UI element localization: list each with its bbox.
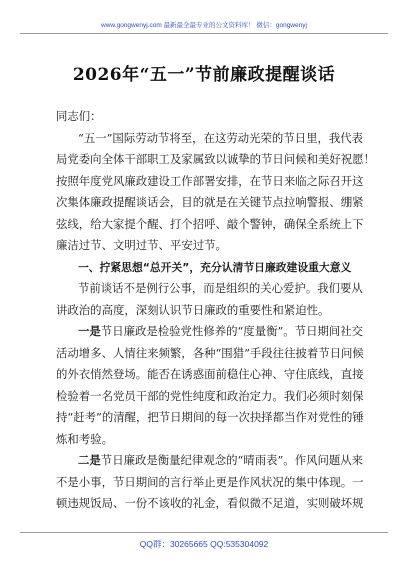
header-divider	[20, 33, 388, 34]
document-title: 2026年“五一”节前廉政提醒谈话	[72, 65, 336, 85]
paragraph-line: 活动增多、人情往来频繁，各种“围猎”手段往往披着节日问候	[56, 345, 364, 360]
document-body	[56, 106, 375, 515]
footer-divider	[20, 532, 388, 533]
paragraph-line: 的外衣悄然登场。能否在诱惑面前稳住心神、守住底线，直接	[56, 367, 364, 381]
paragraph-line: 按照年度党风廉政建设工作部署安排，在节日来临之际召开这	[56, 173, 364, 188]
paragraph-line: 检验着一名党员干部的党性纯度和政治定力。我们必须时刻保	[56, 388, 364, 403]
paragraph-line: 不是小事，节日期间的言行举止更是作风状况的集中体现。一	[56, 474, 364, 489]
header-banner[interactable]: www.gongwenyj.com 最新最全最专业的公文资料库！ 微信：gongwenyj	[101, 22, 307, 29]
paragraph-line: 炼和考验。	[56, 431, 113, 446]
paragraph-line: 节前谈话不是例行公事，而是组织的关心爱护。我们要从	[78, 281, 363, 295]
paragraph-line: “五一”国际劳动节将至，在这劳动光荣的节日里，我代表	[78, 130, 364, 145]
paragraph-line: 次集体廉政提醒谈话会，目的就是在关键节点拉响警报、绷紧	[56, 195, 364, 209]
paragraph-line: 顿违规饭局、一份不该收的礼金，看似微不足道，实则破坏规	[56, 496, 364, 510]
paragraph-line: 廉洁过节、文明过节、平安过节。	[56, 238, 227, 252]
point-lead: 二是	[78, 453, 101, 467]
section-heading: 一、拧紧思想“总开关”，充分认清节日廉政建设重大意义	[78, 260, 352, 274]
footer-contact[interactable]: QQ群：30265665 QQ:535304092	[139, 539, 269, 549]
paragraph-line: 弦线，给大家提个醒、打个招呼、敲个警钟，确保全系统上下	[56, 216, 364, 231]
paragraph-line: 持“赶考”的清醒，把节日期间的每一次抉择都当作对党性的锤	[56, 410, 364, 424]
paragraph-line: 局党委向全体干部职工及家属致以诚挚的节日问候和美好祝愿！	[56, 152, 375, 166]
point-lead: 一是	[78, 324, 101, 338]
point-text: 节日廉政是衡量纪律观念的“晴雨表”。作风问题从来	[100, 453, 364, 467]
salutation: 同志们：	[56, 109, 102, 123]
point-line	[56, 321, 364, 343]
point-text: 节日廉政是检验党性修养的“度量衡”。节日期间社交	[100, 324, 364, 338]
paragraph-line: 讲政治的高度，深刻认识节日廉政的重要性和紧迫性。	[56, 302, 330, 317]
point-line	[56, 450, 364, 472]
